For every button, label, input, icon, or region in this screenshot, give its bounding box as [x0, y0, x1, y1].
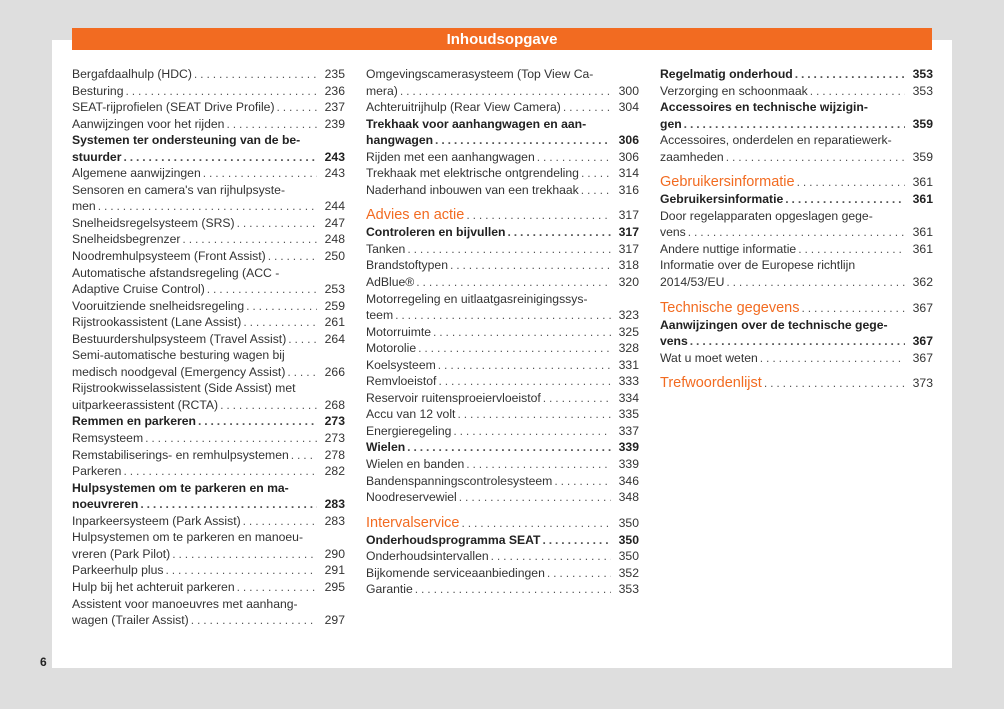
toc-entry[interactable]: [72, 165, 345, 182]
toc-entry-text: Tanken: [366, 241, 406, 256]
dot-leader: [810, 83, 905, 100]
page-title: Inhoudsopgave: [72, 28, 932, 50]
toc-entry-text: Motorregeling en uitlaatgasreinigingssys-: [366, 291, 588, 306]
toc-entry[interactable]: [72, 66, 345, 83]
toc-page-number[interactable]: 359: [912, 116, 933, 131]
toc-page-number[interactable]: 317: [618, 225, 639, 240]
toc-entry[interactable]: [366, 324, 639, 341]
page-number: 6: [40, 655, 47, 669]
toc-entry-text: Door regelapparaten opgeslagen gege-: [660, 208, 873, 223]
toc-page-number[interactable]: 317: [618, 208, 639, 223]
dot-leader: [191, 612, 317, 629]
toc-entry-text: Noodremhulpsysteem (Front Assist): [72, 249, 266, 264]
dot-leader: [220, 397, 317, 414]
toc-page-number[interactable]: 235: [324, 67, 345, 81]
dot-leader: [542, 532, 611, 549]
toc-entry[interactable]: [72, 562, 345, 579]
toc-entry-text: Rijstrookwisselassistent (Side Assist) met: [72, 381, 296, 396]
toc-entry[interactable]: [72, 99, 345, 116]
toc-page-number[interactable]: 362: [912, 275, 933, 290]
toc-entry[interactable]: [366, 274, 639, 291]
toc-entry[interactable]: [366, 390, 639, 407]
toc-entry-text: Wat u moet weten: [660, 350, 758, 365]
toc-entry-text: Achteruitrijhulp (Rear View Camera): [366, 100, 561, 115]
toc-entry-text: Accessoires, onderdelen en reparatiewerk-: [660, 133, 892, 148]
toc-entry-text: Onderhoudsprogramma SEAT: [366, 532, 541, 547]
toc-page-number[interactable]: 273: [324, 414, 345, 429]
toc-entry-text: men: [72, 199, 96, 214]
toc-entry-text: Assistent voor manoeuvres met aanhang-: [72, 596, 298, 611]
toc-section-heading[interactable]: [660, 299, 933, 317]
toc-page-number[interactable]: 291: [324, 563, 345, 578]
toc-section-heading[interactable]: [660, 374, 933, 392]
toc-entry[interactable]: [366, 291, 639, 324]
toc-entry-text: Hulp bij het achteruit parkeren: [72, 579, 235, 594]
dot-leader: [798, 241, 905, 258]
toc-entry-text: Adaptive Cruise Control): [72, 282, 205, 297]
toc-entry-text: Parkeerhulp plus: [72, 563, 164, 578]
toc-entry-text: Remvloeistof: [366, 374, 437, 389]
toc-page-number[interactable]: 273: [324, 431, 345, 446]
dot-leader: [797, 173, 905, 191]
toc-page-number[interactable]: 300: [618, 83, 639, 98]
toc-entry-text: Bestuurdershulpsysteem (Travel Assist): [72, 331, 287, 346]
toc-entry-text: uitparkeerassistent (RCTA): [72, 397, 219, 412]
toc-entry-text: Motorolie: [366, 341, 417, 356]
toc-entry-text: Gebruikersinformatie: [660, 174, 795, 191]
toc-page-number[interactable]: 264: [324, 331, 345, 346]
dot-leader: [543, 390, 611, 407]
toc-page-number[interactable]: 282: [324, 464, 345, 479]
dot-leader: [457, 406, 611, 423]
toc-page-number[interactable]: 323: [618, 308, 639, 323]
toc-entry[interactable]: [72, 463, 345, 480]
dot-leader: [182, 231, 317, 248]
toc-section-heading[interactable]: [366, 514, 639, 532]
toc-entry[interactable]: [660, 191, 933, 208]
toc-page-number[interactable]: 237: [324, 100, 345, 115]
dot-leader: [688, 224, 905, 241]
dot-leader: [795, 66, 905, 83]
toc-entry[interactable]: [72, 430, 345, 447]
toc-entry-text: Bijkomende serviceaanbiedingen: [366, 565, 545, 580]
toc-page-number[interactable]: 259: [324, 298, 345, 313]
toc-page-number[interactable]: 361: [912, 192, 933, 207]
toc-entry-text: Reservoir ruitensproeiervloeistof: [366, 390, 541, 405]
toc-page-number[interactable]: 244: [324, 199, 345, 214]
toc-entry[interactable]: [72, 480, 345, 513]
toc-entry[interactable]: [366, 423, 639, 440]
toc-entry-text: AdBlue®: [366, 275, 415, 290]
dot-leader: [684, 116, 905, 133]
toc-entry-text: Trekhaak met elektrische ontgrendeling: [366, 166, 579, 181]
toc-entry[interactable]: [72, 248, 345, 265]
toc-entry-text: gen: [660, 116, 682, 131]
dot-leader: [491, 548, 611, 565]
dot-leader: [435, 132, 611, 149]
toc-page-number[interactable]: 253: [324, 282, 345, 297]
toc-page-number[interactable]: 248: [324, 232, 345, 247]
toc-entry-text: zaamheden: [660, 149, 724, 164]
toc-entry-text: wagen (Trailer Assist): [72, 613, 189, 628]
toc-entry-text: stuurder: [72, 149, 122, 164]
dot-leader: [123, 149, 317, 166]
toc-column-1: [72, 66, 345, 629]
toc-entry-text: Accu van 12 volt: [366, 407, 456, 422]
toc-entry[interactable]: [660, 83, 933, 100]
toc-page-number[interactable]: 348: [618, 490, 639, 505]
dot-leader: [581, 182, 611, 199]
toc-entry[interactable]: [72, 83, 345, 100]
dot-leader: [801, 299, 905, 317]
dot-leader: [237, 579, 317, 596]
toc-page-number[interactable]: 367: [912, 350, 933, 365]
dot-leader: [764, 374, 905, 392]
toc-entry[interactable]: [72, 513, 345, 530]
toc-entry-text: Noodreservewiel: [366, 490, 457, 505]
toc-page-number[interactable]: 337: [618, 423, 639, 438]
toc-entry-text: 2014/53/EU: [660, 275, 725, 290]
toc-entry[interactable]: [72, 265, 345, 298]
toc-entry-text: Energieregeling: [366, 423, 452, 438]
toc-page-number[interactable]: 367: [912, 334, 933, 349]
dot-leader: [145, 430, 317, 447]
toc-entry[interactable]: [72, 529, 345, 562]
toc-page-number[interactable]: 247: [324, 215, 345, 230]
toc-page-number[interactable]: 361: [912, 175, 933, 190]
dot-leader: [203, 165, 317, 182]
dot-leader: [400, 83, 611, 100]
toc-page-number[interactable]: 297: [324, 613, 345, 628]
toc-entry[interactable]: [72, 231, 345, 248]
toc-entry-text: Hulpsystemen om te parkeren en ma-: [72, 480, 289, 495]
toc-entry[interactable]: [366, 99, 639, 116]
dot-leader: [726, 274, 905, 291]
toc-entry-text: medisch noodgeval (Emergency Assist): [72, 364, 286, 379]
dot-leader: [172, 546, 317, 563]
toc-entry[interactable]: [72, 182, 345, 215]
toc-page-number[interactable]: 328: [618, 341, 639, 356]
toc-entry-text: Garantie: [366, 582, 413, 597]
toc-entry[interactable]: [366, 581, 639, 598]
dot-leader: [207, 281, 317, 298]
toc-entry[interactable]: [660, 257, 933, 290]
toc-page-number[interactable]: 367: [912, 300, 933, 315]
toc-entry[interactable]: [72, 413, 345, 430]
toc-entry[interactable]: [660, 208, 933, 241]
toc-page-number[interactable]: 283: [324, 497, 345, 512]
toc-page-number[interactable]: 236: [324, 83, 345, 98]
toc-page-number[interactable]: 361: [912, 225, 933, 240]
dot-leader: [581, 165, 611, 182]
toc-entry[interactable]: [72, 380, 345, 413]
dot-leader: [416, 274, 611, 291]
toc-entry[interactable]: [660, 317, 933, 350]
dot-leader: [407, 241, 611, 258]
dot-leader: [466, 456, 611, 473]
toc-entry-text: Accessoires en technische wijzigin-: [660, 100, 868, 115]
toc-entry[interactable]: [366, 406, 639, 423]
toc-page-number[interactable]: 306: [618, 133, 639, 148]
toc-entry[interactable]: [660, 66, 933, 83]
toc-entry-text: Systemen ter ondersteuning van de be-: [72, 133, 301, 148]
toc-entry-text: vreren (Park Pilot): [72, 546, 171, 561]
toc-entry-text: Aanwijzingen voor het rijden: [72, 116, 225, 131]
toc-page-number[interactable]: 316: [618, 182, 639, 197]
toc-entry-text: Semi-automatische besturing wagen bij: [72, 348, 285, 363]
dot-leader: [98, 198, 317, 215]
toc-page-number[interactable]: 290: [324, 546, 345, 561]
toc-entry[interactable]: [366, 149, 639, 166]
toc-entry-text: Algemene aanwijzingen: [72, 166, 201, 181]
toc-page-number[interactable]: 353: [912, 67, 933, 81]
dot-leader: [243, 513, 317, 530]
dot-leader: [563, 99, 611, 116]
toc-entry[interactable]: [72, 331, 345, 348]
toc-entry-text: Wielen: [366, 440, 406, 455]
toc-entry[interactable]: [366, 548, 639, 565]
toc-entry[interactable]: [660, 132, 933, 165]
dot-leader: [243, 314, 317, 331]
dot-leader: [547, 565, 611, 582]
toc-entry[interactable]: [366, 241, 639, 258]
dot-leader: [268, 248, 317, 265]
toc-entry-text: Informatie over de Europese richtlijn: [660, 258, 856, 273]
dot-leader: [554, 473, 611, 490]
toc-entry-text: Trefwoordenlijst: [660, 375, 762, 392]
dot-leader: [690, 333, 905, 350]
toc-page-number[interactable]: 353: [618, 582, 639, 597]
toc-entry-text: teem: [366, 308, 394, 323]
dot-leader: [453, 423, 611, 440]
toc-entry-text: Hulpsystemen om te parkeren en manoeu-: [72, 530, 304, 545]
toc-page-number[interactable]: 239: [324, 116, 345, 131]
dot-leader: [461, 514, 611, 532]
toc-entry[interactable]: [366, 532, 639, 549]
dot-leader: [291, 447, 317, 464]
dot-leader: [165, 562, 317, 579]
dot-leader: [237, 215, 317, 232]
toc-page-number[interactable]: 261: [324, 315, 345, 330]
toc-page-number[interactable]: 250: [324, 249, 345, 264]
toc-entry-text: Parkeren: [72, 464, 122, 479]
toc-entry-text: Gebruikersinformatie: [660, 192, 784, 207]
dot-leader: [459, 489, 611, 506]
dot-leader: [418, 340, 611, 357]
toc-page-number[interactable]: 283: [324, 513, 345, 528]
dot-leader: [438, 357, 611, 374]
toc-entry-text: vens: [660, 225, 686, 240]
dot-leader: [466, 206, 611, 224]
dot-leader: [126, 83, 318, 100]
toc-entry-text: Wielen en banden: [366, 457, 465, 472]
dot-leader: [407, 439, 611, 456]
toc-page-number[interactable]: 243: [324, 166, 345, 181]
dot-leader: [537, 149, 611, 166]
toc-page-number[interactable]: 333: [618, 374, 639, 389]
toc-entry[interactable]: [660, 241, 933, 258]
toc-page-number[interactable]: 325: [618, 324, 639, 339]
toc-entry[interactable]: [366, 66, 639, 99]
toc-entry[interactable]: [366, 224, 639, 241]
toc-entry-text: Sensoren en camera's van rijhulpsyste-: [72, 182, 286, 197]
toc-section-heading[interactable]: [366, 206, 639, 224]
toc-entry[interactable]: [366, 182, 639, 199]
toc-page-number[interactable]: 314: [618, 166, 639, 181]
toc-entry[interactable]: [660, 99, 933, 132]
toc-entry-text: Besturing: [72, 83, 124, 98]
toc-entry-text: Automatische afstandsregeling (ACC -: [72, 265, 280, 280]
toc-entry-text: Bergafdaalhulp (HDC): [72, 67, 192, 81]
toc-page-number[interactable]: 304: [618, 100, 639, 115]
toc-entry-text: vens: [660, 334, 688, 349]
toc-entry-text: Technische gegevens: [660, 299, 800, 316]
toc-entry[interactable]: [72, 215, 345, 232]
toc-entry[interactable]: [366, 357, 639, 374]
toc-entry[interactable]: [366, 565, 639, 582]
dot-leader: [226, 116, 317, 133]
toc-entry[interactable]: [72, 347, 345, 380]
toc-entry-text: Remstabiliserings- en remhulpsystemen: [72, 447, 289, 462]
dot-leader: [785, 191, 905, 208]
toc-section-heading[interactable]: [660, 173, 933, 191]
toc-entry[interactable]: [366, 439, 639, 456]
toc-entry[interactable]: [72, 132, 345, 165]
toc-page-number[interactable]: 339: [618, 440, 639, 455]
toc-entry-text: Naderhand inbouwen van een trekhaak: [366, 182, 579, 197]
toc-entry[interactable]: [72, 314, 345, 331]
toc-entry-text: Omgevingscamerasysteem (Top View Ca-: [366, 67, 594, 81]
toc-page-number[interactable]: 361: [912, 241, 933, 256]
dot-leader: [246, 298, 317, 315]
toc-page-number[interactable]: 334: [618, 390, 639, 405]
toc-page-number[interactable]: 306: [618, 149, 639, 164]
toc-page-number[interactable]: 295: [324, 579, 345, 594]
toc-entry-text: Snelheidsbegrenzer: [72, 232, 181, 247]
toc-page-number[interactable]: 353: [912, 83, 933, 98]
toc-column-2: [366, 66, 639, 598]
toc-entry[interactable]: [366, 116, 639, 149]
toc-entry[interactable]: [366, 456, 639, 473]
toc-entry-text: Koelsysteem: [366, 357, 436, 372]
toc-entry-text: Snelheidsregelsysteem (SRS): [72, 215, 235, 230]
toc-entry-text: Remmen en parkeren: [72, 414, 196, 429]
dot-leader: [508, 224, 612, 241]
toc-entry[interactable]: [366, 373, 639, 390]
dot-leader: [277, 99, 317, 116]
toc-page-number[interactable]: 373: [912, 376, 933, 391]
toc-entry[interactable]: [72, 298, 345, 315]
toc-page-number[interactable]: 266: [324, 364, 345, 379]
toc-page-number[interactable]: 350: [618, 515, 639, 530]
toc-entry-text: Onderhoudsintervallen: [366, 549, 489, 564]
dot-leader: [395, 307, 611, 324]
toc-entry[interactable]: [366, 489, 639, 506]
toc-entry-text: Aanwijzingen over de technische gege-: [660, 317, 888, 332]
toc-page-number[interactable]: 352: [618, 565, 639, 580]
toc-entry-text: Intervalservice: [366, 514, 460, 531]
dot-leader: [760, 350, 905, 367]
toc-entry[interactable]: [366, 340, 639, 357]
dot-leader: [450, 257, 611, 274]
toc-entry-text: Brandstoftypen: [366, 258, 448, 273]
toc-page-number[interactable]: 359: [912, 149, 933, 164]
dot-leader: [198, 413, 317, 430]
toc-entry-text: mera): [366, 83, 398, 98]
toc-page-number[interactable]: 335: [618, 407, 639, 422]
toc-entry[interactable]: [660, 350, 933, 367]
toc-page-number[interactable]: 346: [618, 473, 639, 488]
toc-entry-text: SEAT-rijprofielen (SEAT Drive Profile): [72, 100, 275, 115]
toc-entry-text: Rijstrookassistent (Lane Assist): [72, 315, 242, 330]
toc-entry-text: Andere nuttige informatie: [660, 241, 797, 256]
toc-entry-text: Regelmatig onderhoud: [660, 67, 793, 81]
toc-entry-text: Bandenspanningscontrolesysteem: [366, 473, 553, 488]
dot-leader: [123, 463, 317, 480]
toc-entry-text: Remsysteem: [72, 431, 144, 446]
dot-leader: [287, 364, 317, 381]
toc-entry[interactable]: [366, 165, 639, 182]
toc-page-number[interactable]: 317: [618, 241, 639, 256]
toc-page-number[interactable]: 350: [618, 549, 639, 564]
toc-entry[interactable]: [366, 473, 639, 490]
dot-leader: [140, 496, 317, 513]
toc-page-number[interactable]: 268: [324, 397, 345, 412]
toc-page-number[interactable]: 339: [618, 457, 639, 472]
toc-entry-text: noeuvreren: [72, 497, 139, 512]
toc-entry[interactable]: [72, 447, 345, 464]
toc-column-3: [660, 66, 933, 392]
dot-leader: [726, 149, 905, 166]
toc-entry-text: Controleren en bijvullen: [366, 225, 506, 240]
toc-page-number[interactable]: 350: [618, 532, 639, 547]
toc-page-number[interactable]: 318: [618, 258, 639, 273]
dot-leader: [288, 331, 317, 348]
toc-entry-text: Rijden met een aanhangwagen: [366, 149, 535, 164]
toc-entry[interactable]: [72, 596, 345, 629]
dot-leader: [194, 66, 317, 83]
toc-entry-text: hangwagen: [366, 133, 434, 148]
toc-page-number[interactable]: 331: [618, 357, 639, 372]
dot-leader: [433, 324, 611, 341]
toc-page-number[interactable]: 320: [618, 275, 639, 290]
toc-entry-text: Verzorging en schoonmaak: [660, 83, 808, 98]
toc-entry[interactable]: [72, 579, 345, 596]
toc-page-number[interactable]: 278: [324, 447, 345, 462]
toc-entry[interactable]: [366, 257, 639, 274]
toc-entry-text: Trekhaak voor aanhangwagen en aan-: [366, 116, 587, 131]
dot-leader: [438, 373, 611, 390]
dot-leader: [415, 581, 611, 598]
toc-page-number[interactable]: 243: [324, 149, 345, 164]
toc-entry-text: Vooruitziende snelheidsregeling: [72, 298, 245, 313]
toc-entry[interactable]: [72, 116, 345, 133]
toc-entry-text: Advies en actie: [366, 207, 465, 224]
toc-entry-text: Motorruimte: [366, 324, 432, 339]
toc-entry-text: Inparkeersysteem (Park Assist): [72, 513, 241, 528]
